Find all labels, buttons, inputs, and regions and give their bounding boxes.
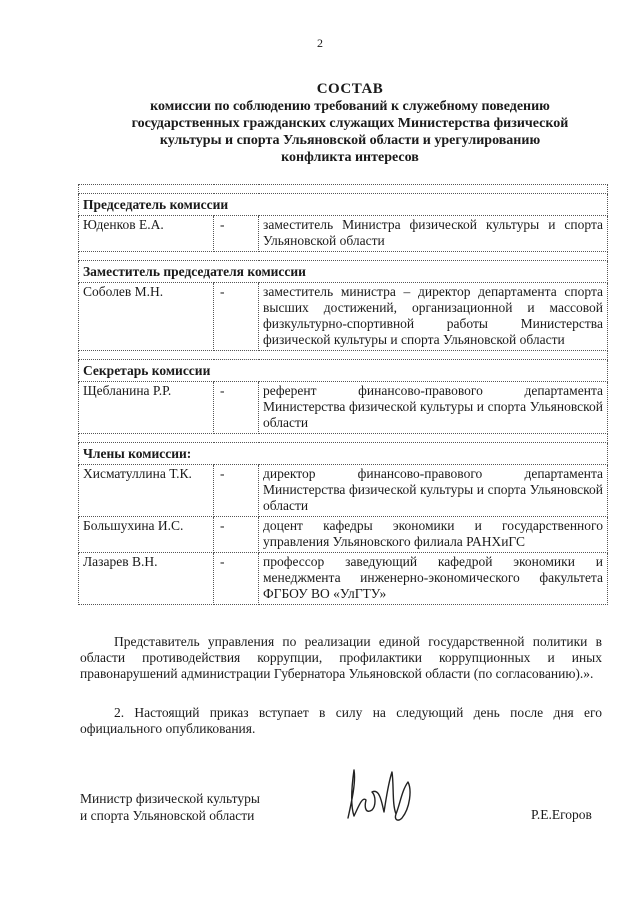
signatory-position <box>80 790 260 824</box>
signatory-position-line: Министр физической культуры <box>80 791 260 806</box>
table-spacer <box>79 351 608 360</box>
member-name: Юденков Е.А. <box>79 216 214 252</box>
member-name: Большухина И.С. <box>79 517 214 553</box>
member-position: заместитель министра – директор департамента спорта высших достижений, организационной и массовой физкультурно-спортивной работы Министерства физической культуры и спорта Ульяновской области <box>259 283 608 351</box>
table-spacer <box>79 185 608 194</box>
section-heading-label: Председатель комиссии <box>79 194 608 216</box>
member-dash: - <box>214 283 259 351</box>
table-row <box>79 553 608 605</box>
table-row <box>79 382 608 434</box>
table-row <box>79 465 608 517</box>
member-name: Хисматуллина Т.К. <box>79 465 214 517</box>
document-title <box>60 80 640 166</box>
member-name: Щебланина Р.Р. <box>79 382 214 434</box>
member-position: заместитель Министра физической культуры и спорта Ульяновской области <box>259 216 608 252</box>
member-dash: - <box>214 517 259 553</box>
member-position: профессор заведующий кафедрой экономики и менеджмента инженерно-экономического факультета ФГБОУ ВО «УлГТУ» <box>259 553 608 605</box>
title-main: СОСТАВ <box>316 81 384 97</box>
member-name: Соболев М.Н. <box>79 283 214 351</box>
table-spacer <box>79 434 608 443</box>
member-position: доцент кафедры экономики и государственного управления Ульяновского филиала РАНХиГС <box>259 517 608 553</box>
section-heading-members <box>79 443 608 465</box>
title-line: конфликта интересов <box>281 150 419 165</box>
section-heading-chairman <box>79 194 608 216</box>
title-line: государственных гражданских служащих Министерства физической <box>131 116 569 131</box>
title-line: культуры и спорта Ульяновской области и урегулированию <box>159 133 541 148</box>
member-position: референт финансово-правового департамента Министерства физической культуры и спорта Ульяновской области <box>259 382 608 434</box>
member-dash: - <box>214 382 259 434</box>
member-name: Лазарев В.Н. <box>79 553 214 605</box>
representative-paragraph: Представитель управления по реализации единой государственной политики в области противодействия коррупции, профилактики коррупционных и иных правонарушений администрации Губернатора Ульяновской области (по согласованию).». <box>80 634 602 681</box>
member-dash: - <box>214 553 259 605</box>
commission-members-table <box>78 184 608 605</box>
section-heading-deputy <box>79 261 608 283</box>
section-heading-label: Секретарь комиссии <box>79 360 608 382</box>
section-heading-label: Заместитель председателя комиссии <box>79 261 608 283</box>
title-line: комиссии по соблюдению требований к служебному поведению <box>150 99 550 114</box>
table-row <box>79 517 608 553</box>
order-effective-paragraph: 2. Настоящий приказ вступает в силу на следующий день после дня его официального опубликования. <box>80 705 602 736</box>
signatory-position-line: и спорта Ульяновской области <box>80 808 255 823</box>
member-dash: - <box>214 465 259 517</box>
member-position: директор финансово-правового департамента Министерства физической культуры и спорта Ульяновской области <box>259 465 608 517</box>
signatory-name: Р.Е.Егоров <box>531 807 592 822</box>
table-spacer <box>79 252 608 261</box>
section-heading-label: Члены комиссии: <box>79 443 608 465</box>
member-dash: - <box>214 216 259 252</box>
page-number: 2 <box>317 36 323 50</box>
section-heading-secretary <box>79 360 608 382</box>
table-row <box>79 283 608 351</box>
handwritten-signature <box>342 760 422 830</box>
table-row <box>79 216 608 252</box>
